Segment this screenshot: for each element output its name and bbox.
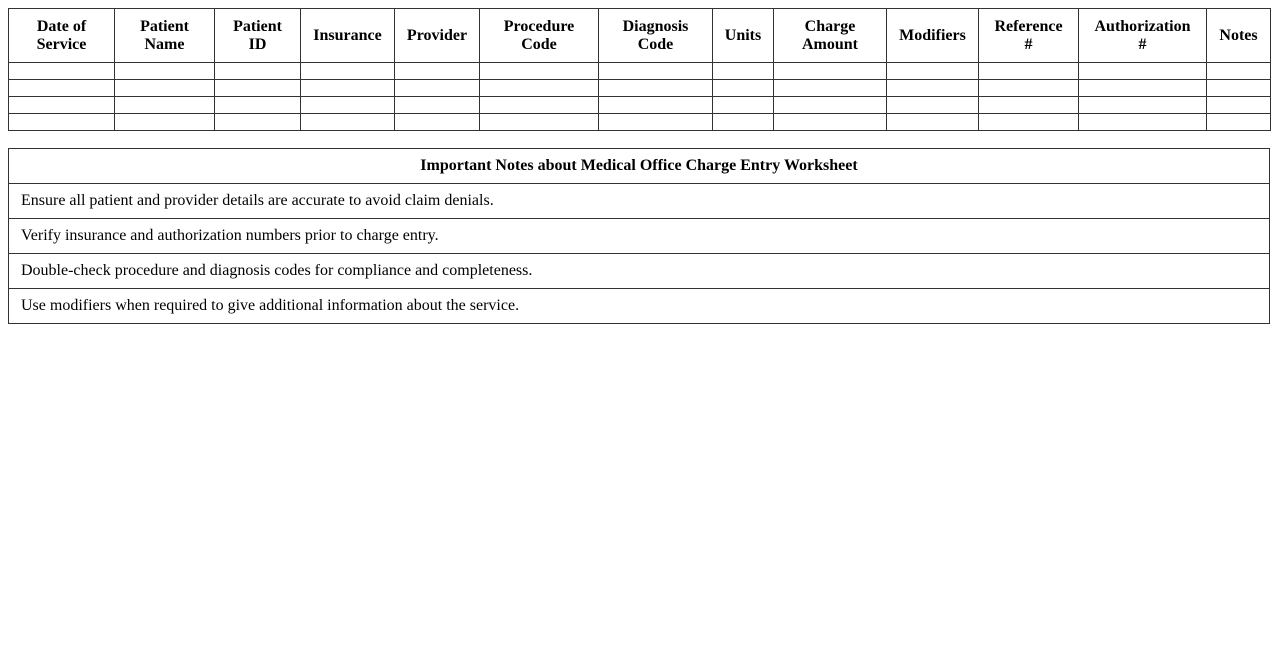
table-cell[interactable] <box>979 97 1079 114</box>
table-cell[interactable] <box>713 63 774 80</box>
table-cell[interactable] <box>215 114 301 131</box>
note-item: Ensure all patient and provider details are accurate to avoid claim denials. <box>9 184 1270 219</box>
column-header-line: Code <box>521 35 557 53</box>
table-cell[interactable] <box>480 63 599 80</box>
table-cell[interactable] <box>301 114 395 131</box>
important-notes-table <box>8 148 1270 324</box>
table-cell[interactable] <box>115 114 215 131</box>
table-cell[interactable] <box>480 114 599 131</box>
table-cell[interactable] <box>9 97 115 114</box>
column-header-line: Patient <box>233 17 282 35</box>
notes-title: Important Notes about Medical Office Charge Entry Worksheet <box>9 149 1270 184</box>
column-header-line: Provider <box>406 26 468 44</box>
table-cell[interactable] <box>480 97 599 114</box>
charge-entry-table <box>8 8 1271 131</box>
table-cell[interactable] <box>887 80 979 97</box>
table-cell[interactable] <box>215 97 301 114</box>
table-row <box>9 80 1271 97</box>
table-cell[interactable] <box>9 114 115 131</box>
table-cell[interactable] <box>774 80 887 97</box>
table-cell[interactable] <box>9 63 115 80</box>
column-header-line: ID <box>248 35 267 53</box>
column-header-line: Service <box>36 35 87 53</box>
table-cell[interactable] <box>395 63 480 80</box>
table-cell[interactable] <box>1207 114 1271 131</box>
table-cell[interactable] <box>301 80 395 97</box>
notes-row <box>9 184 1270 219</box>
table-cell[interactable] <box>301 63 395 80</box>
table-cell[interactable] <box>1207 97 1271 114</box>
column-header-line: Procedure <box>503 17 575 35</box>
table-cell[interactable] <box>713 114 774 131</box>
column-header-line: # <box>1138 35 1147 53</box>
table-cell[interactable] <box>480 80 599 97</box>
table-row <box>9 114 1271 131</box>
column-header-line: Units <box>724 26 762 44</box>
table-cell[interactable] <box>979 80 1079 97</box>
table-cell[interactable] <box>115 80 215 97</box>
table-cell[interactable] <box>215 80 301 97</box>
note-item: Verify insurance and authorization numbers prior to charge entry. <box>9 219 1270 254</box>
table-cell[interactable] <box>215 63 301 80</box>
table-cell[interactable] <box>774 97 887 114</box>
table-cell[interactable] <box>599 63 713 80</box>
column-header-line: # <box>1024 35 1033 53</box>
table-cell[interactable] <box>301 97 395 114</box>
table-cell[interactable] <box>887 63 979 80</box>
table-cell[interactable] <box>599 80 713 97</box>
table-cell[interactable] <box>713 80 774 97</box>
table-cell[interactable] <box>1079 114 1207 131</box>
table-cell[interactable] <box>1207 63 1271 80</box>
column-header <box>1079 9 1207 63</box>
column-header-line: Charge <box>804 17 856 35</box>
table-cell[interactable] <box>395 97 480 114</box>
column-header <box>215 9 301 63</box>
table-cell[interactable] <box>115 97 215 114</box>
table-cell[interactable] <box>395 80 480 97</box>
table-cell[interactable] <box>395 114 480 131</box>
column-header <box>395 9 480 63</box>
column-header-line: Diagnosis <box>622 17 689 35</box>
column-header-line: Code <box>637 35 674 53</box>
column-header <box>480 9 599 63</box>
column-header-line: Name <box>144 35 185 53</box>
table-cell[interactable] <box>115 63 215 80</box>
table-cell[interactable] <box>1207 80 1271 97</box>
column-header-line: Insurance <box>313 26 382 44</box>
table-cell[interactable] <box>887 97 979 114</box>
table-cell[interactable] <box>1079 63 1207 80</box>
column-header <box>774 9 887 63</box>
column-header <box>713 9 774 63</box>
column-header-line: Date of <box>36 17 87 35</box>
table-row <box>9 97 1271 114</box>
column-header <box>887 9 979 63</box>
table-cell[interactable] <box>9 80 115 97</box>
column-header-line: Modifiers <box>899 26 966 44</box>
table-cell[interactable] <box>599 114 713 131</box>
notes-row <box>9 219 1270 254</box>
table-row <box>9 63 1271 80</box>
column-header <box>115 9 215 63</box>
column-header <box>301 9 395 63</box>
column-header <box>1207 9 1271 63</box>
notes-header-row <box>9 149 1270 184</box>
table-cell[interactable] <box>979 63 1079 80</box>
note-item: Use modifiers when required to give additional information about the service. <box>9 289 1270 324</box>
table-cell[interactable] <box>887 114 979 131</box>
table-cell[interactable] <box>713 97 774 114</box>
column-header <box>599 9 713 63</box>
notes-row <box>9 289 1270 324</box>
notes-row <box>9 254 1270 289</box>
table-cell[interactable] <box>599 97 713 114</box>
table-header-row <box>9 9 1271 63</box>
column-header-line: Patient <box>140 17 189 35</box>
table-cell[interactable] <box>774 114 887 131</box>
column-header-line: Amount <box>801 35 858 53</box>
column-header-line: Authorization <box>1094 17 1191 35</box>
note-item: Double-check procedure and diagnosis codes for compliance and completeness. <box>9 254 1270 289</box>
column-header-line: Reference <box>994 17 1063 35</box>
table-cell[interactable] <box>774 63 887 80</box>
column-header-line: Notes <box>1219 26 1258 44</box>
column-header <box>9 9 115 63</box>
table-cell[interactable] <box>979 114 1079 131</box>
table-cell[interactable] <box>1079 80 1207 97</box>
table-cell[interactable] <box>1079 97 1207 114</box>
column-header <box>979 9 1079 63</box>
